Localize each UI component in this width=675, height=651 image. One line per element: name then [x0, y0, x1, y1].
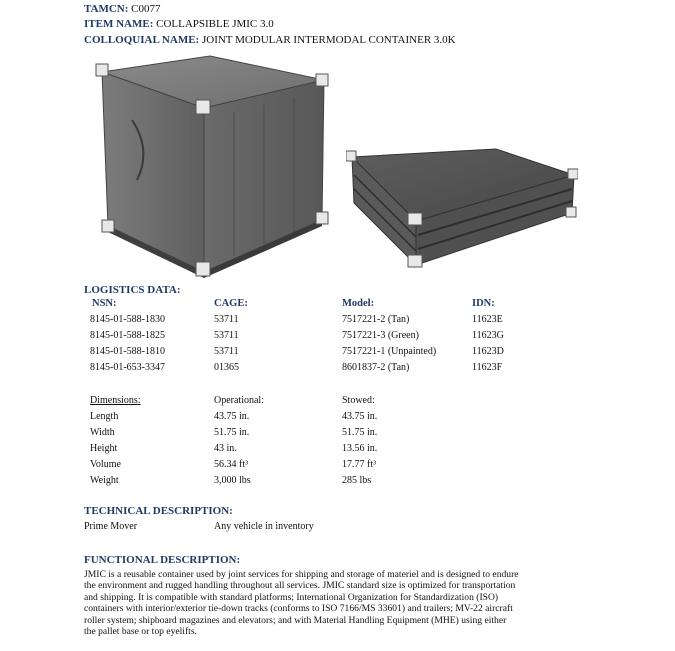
- description-line: roller system; shipboard magazines and elevators; and with Material Handling Equipment (MHE) using either: [84, 614, 507, 626]
- nsn-column-header: NSN:: [92, 298, 117, 309]
- dimension-label: Width: [90, 427, 115, 438]
- tamcn-label: TAMCN:: [84, 3, 129, 15]
- stowed-value: 13.56 in.: [342, 443, 378, 454]
- model-cell: 7517221-2 (Tan): [342, 314, 410, 325]
- dimension-label: Weight: [90, 475, 119, 486]
- cage-cell: 01365: [214, 362, 239, 373]
- stowed-value: 51.75 in.: [342, 427, 378, 438]
- description-line: containers with interior/exterior tie-down tracks (conforms to ISO 7166/MS 33601) and trailers; MV-22 aircraft: [84, 603, 513, 615]
- logistics-data-heading: LOGISTICS DATA:: [84, 284, 181, 296]
- tamcn-value: C0077: [131, 3, 161, 15]
- nsn-cell: 8145-01-653-3347: [90, 362, 165, 373]
- nsn-cell: 8145-01-588-1830: [90, 314, 165, 325]
- operational-value: 3,000 lbs: [214, 475, 251, 486]
- prime-mover-label: Prime Mover: [84, 521, 138, 532]
- stowed-value: 17.77 ft³: [342, 459, 377, 470]
- cage-cell: 53711: [214, 346, 239, 357]
- stowed-header: Stowed:: [342, 395, 375, 406]
- item-name-line: [84, 18, 274, 31]
- cage-column-header: CAGE:: [214, 298, 248, 309]
- description-line: JMIC is a reusable container used by joint services for shipping and storage of materiel and is designed to endure: [84, 569, 519, 580]
- colloquial-name-line: [84, 34, 456, 47]
- idn-cell: 11623G: [472, 330, 504, 341]
- tamcn-line: [84, 3, 161, 16]
- operational-value: 43.75 in.: [214, 411, 250, 422]
- model-cell: 7517221-3 (Green): [342, 330, 419, 341]
- dimensions-header: Dimensions:: [90, 395, 141, 406]
- prime-mover-value: Any vehicle in inventory: [214, 521, 314, 532]
- colloquial-name-label: COLLOQUIAL NAME:: [84, 34, 200, 46]
- cage-cell: 53711: [214, 330, 239, 341]
- item-name-label: ITEM NAME:: [84, 18, 154, 30]
- operational-value: 51.75 in.: [214, 427, 250, 438]
- stowed-value: 285 lbs: [342, 475, 372, 486]
- description-line: the environment and rugged handling throughout all services. JMIC standard size is optimized for transportation: [84, 580, 516, 592]
- colloquial-name-value: JOINT MODULAR INTERMODAL CONTAINER 3.0K: [201, 34, 456, 46]
- assembled-container-photo: [92, 50, 332, 278]
- operational-value: 43 in.: [214, 443, 237, 454]
- idn-cell: 11623D: [472, 346, 504, 357]
- stowed-value: 43.75 in.: [342, 411, 378, 422]
- functional-description-heading: FUNCTIONAL DESCRIPTION:: [84, 554, 241, 566]
- operational-value: 56.34 ft³: [214, 459, 249, 470]
- idn-column-header: IDN:: [472, 298, 495, 309]
- description-line: and shipping. It is compatible with standard platforms; International Organization for Standardization (ISO): [84, 591, 499, 603]
- model-cell: 8601837-2 (Tan): [342, 362, 410, 373]
- model-column-header: Model:: [342, 298, 375, 309]
- description-line: the pallet base or top eyelifts.: [84, 626, 197, 638]
- nsn-cell: 8145-01-588-1825: [90, 330, 165, 341]
- operational-header: Operational:: [214, 395, 264, 406]
- idn-cell: 11623E: [472, 314, 503, 325]
- cage-cell: 53711: [214, 314, 239, 325]
- nsn-cell: 8145-01-588-1810: [90, 346, 165, 357]
- item-name-value: COLLAPSIBLE JMIC 3.0: [156, 18, 274, 30]
- functional-description-text: [84, 569, 594, 637]
- technical-description-heading: TECHNICAL DESCRIPTION:: [84, 505, 233, 517]
- idn-cell: 11623F: [472, 362, 503, 373]
- dimension-label: Volume: [90, 459, 121, 470]
- dimension-label: Height: [90, 443, 118, 454]
- model-cell: 7517221-1 (Unpainted): [342, 346, 437, 357]
- collapsed-container-photo: [346, 145, 578, 273]
- dimension-label: Length: [90, 411, 119, 422]
